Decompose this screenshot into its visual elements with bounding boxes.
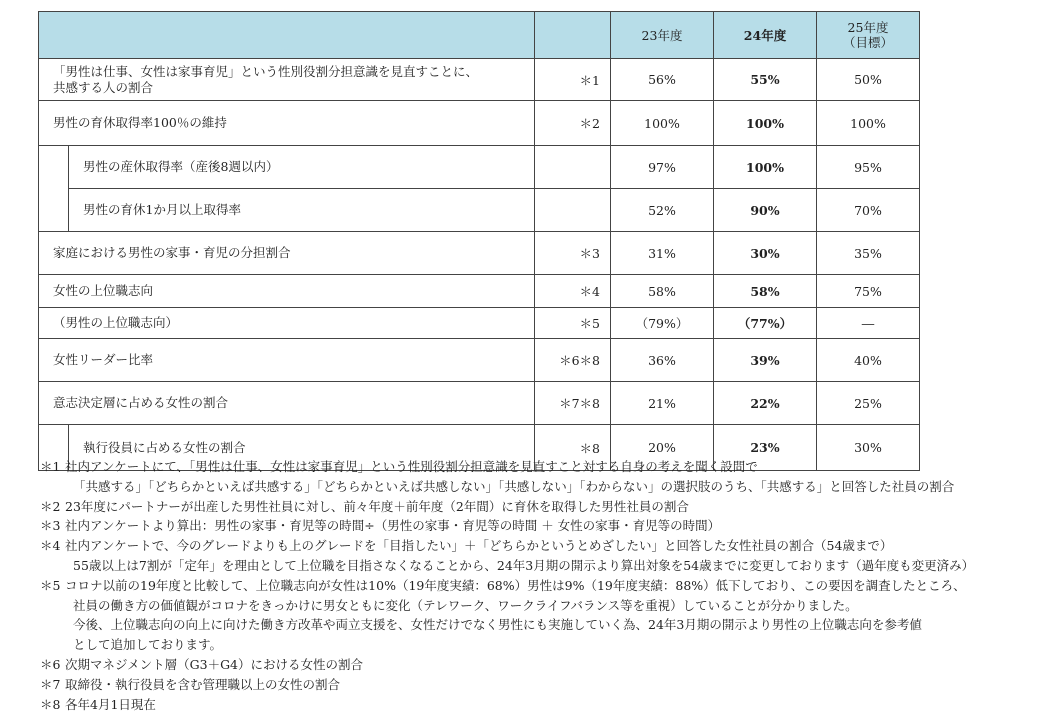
value-fy25: ― <box>817 308 920 339</box>
footnote-1-continued: 「共感する」「どちらかといえば共感する」「どちらかといえば共感しない」「共感しない」「わからない」の選択肢のうち、「共感する」と回答した社員の割合 <box>73 478 955 494</box>
row-label: 意志決定層に占める女性の割合 <box>39 382 535 425</box>
header-fy24: 24年度 <box>714 12 817 59</box>
footnote-7 <box>40 675 1040 695</box>
footnote-4 <box>40 536 1040 556</box>
header-blank-ref-cell <box>535 12 611 59</box>
row-label: 執行役員に占める女性の割合 <box>69 425 535 471</box>
table-row <box>39 308 920 339</box>
footnote-5 <box>40 576 1040 596</box>
footnote-text: 社内アンケートで、今のグレードよりも上のグレードを「目指したい」＋「どちらかというとめざしたい」と回答した女性社員の割合（54歳まで） <box>65 538 893 554</box>
value-fy24: 30% <box>714 232 817 275</box>
value-fy23: 21% <box>611 382 714 425</box>
table-row <box>39 189 920 232</box>
table-row <box>39 59 920 101</box>
indent-cell <box>39 146 69 189</box>
kpi-table <box>38 11 920 471</box>
row-ref: ＊3 <box>535 232 611 275</box>
footnote-mark: ＊5 <box>40 577 61 593</box>
row-ref: ＊2 <box>535 101 611 146</box>
footnote-text: 23年度にパートナーが出産した男性社員に対し、前々年度＋前年度（2年間）に育休を取得した男性社員の割合 <box>65 498 689 514</box>
header-blank-cell <box>39 12 535 59</box>
table-row <box>39 146 920 189</box>
footnote-text: 取締役・執行役員を含む管理職以上の女性の割合 <box>65 676 341 692</box>
row-ref: ＊1 <box>535 59 611 101</box>
table-row <box>39 339 920 382</box>
row-label: 女性リーダー比率 <box>39 339 535 382</box>
value-fy23: 36% <box>611 339 714 382</box>
indent-cell <box>39 189 69 232</box>
value-fy23: 100% <box>611 101 714 146</box>
footnote-mark: ＊4 <box>40 538 61 554</box>
row-label-line1: 「男性は仕事、女性は家事育児」という性別役割分担意識を見直すことに、 <box>53 63 479 79</box>
header-fy25-label: 25年度 <box>847 20 889 35</box>
row-ref <box>535 146 611 189</box>
value-fy23: 20% <box>611 425 714 471</box>
footnotes <box>40 457 1040 714</box>
footnote-4-continued: 55歳以上は7割が「定年」を理由として上位職を目指さなくなることから、24年3月期の開示より算出対象を54歳までに変更しております（過年度も変更済み） <box>73 557 975 573</box>
footnote-text: 各年4月1日現在 <box>65 696 156 712</box>
value-fy24: 23% <box>714 425 817 471</box>
value-fy24: 39% <box>714 339 817 382</box>
table-header-row <box>39 12 920 59</box>
footnote-3 <box>40 516 1040 536</box>
table-row <box>39 232 920 275</box>
value-fy25: 50% <box>817 59 920 101</box>
row-ref: ＊4 <box>535 275 611 308</box>
header-fy23: 23年度 <box>611 12 714 59</box>
footnote-5-continued: 今後、上位職志向の向上に向けた働き方改革や両立支援を、女性だけでなく男性にも実施していく為、24年3月期の開示より男性の上位職志向を参考値 <box>73 617 922 633</box>
value-fy24: 90% <box>714 189 817 232</box>
value-fy23: 56% <box>611 59 714 101</box>
footnote-mark: ＊2 <box>40 498 61 514</box>
value-fy23: 58% <box>611 275 714 308</box>
row-label: 男性の産休取得率（産後8週以内） <box>69 146 535 189</box>
value-fy25: 75% <box>817 275 920 308</box>
footnote-mark: ＊8 <box>40 696 61 712</box>
footnote-8 <box>40 695 1040 715</box>
row-label-line2: 共感する人の割合 <box>53 79 154 95</box>
table-row <box>39 275 920 308</box>
row-ref <box>535 189 611 232</box>
row-label: 家庭における男性の家事・育児の分担割合 <box>39 232 535 275</box>
row-label: 男性の育休取得率100％の維持 <box>39 101 535 146</box>
row-label: 女性の上位職志向 <box>39 275 535 308</box>
footnote-mark: ＊1 <box>40 459 61 474</box>
value-fy25: 30% <box>817 425 920 471</box>
row-ref: ＊8 <box>535 425 611 471</box>
table-row <box>39 101 920 146</box>
footnote-mark: ＊7 <box>40 676 61 692</box>
value-fy24: （77%） <box>714 308 817 339</box>
value-fy25: 25% <box>817 382 920 425</box>
value-fy23: 97% <box>611 146 714 189</box>
value-fy24: 58% <box>714 275 817 308</box>
footnote-5-continued: 社員の働き方の価値観がコロナをきっかけに男女ともに変化（テレワーク、ワークライフバランス等を重視）していることが分かりました。 <box>73 597 858 613</box>
footnote-text: 社内アンケートより算出：男性の家事・育児等の時間÷（男性の家事・育児等の時間 ＋ 女性の家事・育児等の時間） <box>65 518 721 534</box>
row-ref: ＊7＊8 <box>535 382 611 425</box>
footnote-text: 社内アンケートにて、「男性は仕事、女性は家事育児」という性別役割分担意識を見直すこと対する自身の考えを聞く設問で <box>65 459 758 474</box>
table-row <box>39 382 920 425</box>
value-fy25: 35% <box>817 232 920 275</box>
value-fy24: 100% <box>714 146 817 189</box>
footnote-6 <box>40 655 1040 675</box>
value-fy23: 52% <box>611 189 714 232</box>
footnote-mark: ＊3 <box>40 518 61 534</box>
row-ref: ＊5 <box>535 308 611 339</box>
value-fy25: 70% <box>817 189 920 232</box>
value-fy25: 95% <box>817 146 920 189</box>
row-ref: ＊6＊8 <box>535 339 611 382</box>
footnote-1 <box>40 457 1040 477</box>
row-label: （男性の上位職志向） <box>39 308 535 339</box>
footnote-mark: ＊6 <box>40 656 61 672</box>
header-fy25-target <box>817 12 920 59</box>
value-fy24: 100% <box>714 101 817 146</box>
footnote-text: 次期マネジメント層（G3＋G4）における女性の割合 <box>65 656 364 672</box>
row-label <box>39 59 535 101</box>
footnote-5-continued: として追加しております。 <box>73 637 223 653</box>
value-fy25: 40% <box>817 339 920 382</box>
row-label: 男性の育休1か月以上取得率 <box>69 189 535 232</box>
footnote-text: コロナ以前の19年度と比較して、上位職志向が女性は10%（19年度実績：68%）男性は9%（19年度実績：88%）低下しており、この要因を調査したところ、 <box>65 577 966 593</box>
footnote-2 <box>40 497 1040 517</box>
value-fy24: 22% <box>714 382 817 425</box>
value-fy25: 100% <box>817 101 920 146</box>
header-fy25-target-label: （目標） <box>842 35 893 50</box>
value-fy23: 31% <box>611 232 714 275</box>
value-fy24: 55% <box>714 59 817 101</box>
value-fy23: （79%） <box>611 308 714 339</box>
